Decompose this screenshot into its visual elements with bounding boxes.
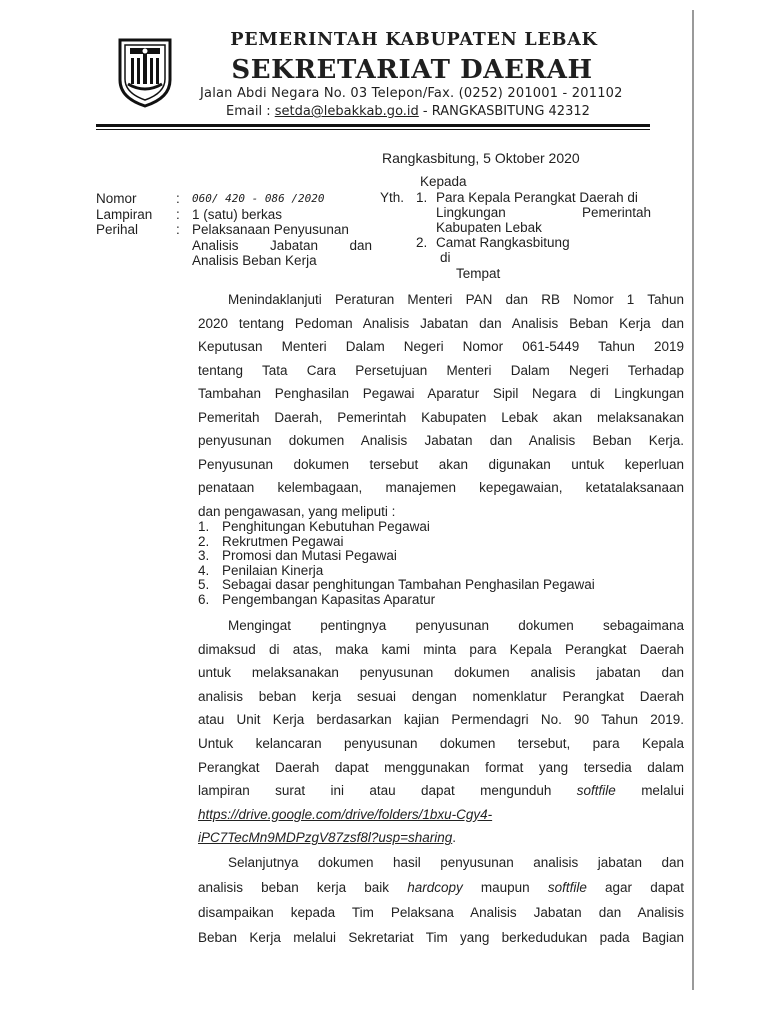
text-run: analisis beban kerja baik: [198, 880, 390, 895]
perihal-word: Analisis: [192, 238, 239, 253]
link-period: .: [452, 830, 457, 846]
purpose-list: [198, 520, 595, 607]
paragraph-line: atau Unit Kerja berdasarkan kajian Permendagri No. 90 Tahun 2019.: [198, 712, 684, 728]
paragraph-line: Pemeritah Daerah, Pemerintah Kabupaten Lebak akan melaksanakan: [198, 409, 684, 425]
paragraph-line: penataan kelembagaan, manajemen kepegawaian, ketatalaksanaan: [198, 480, 684, 495]
list-number: 5.: [198, 577, 210, 592]
softfile-term: softfile: [576, 783, 616, 799]
text-run: agar dapat: [605, 880, 684, 895]
recipient-word: Pemerintah: [581, 205, 651, 220]
nomor-value: 060/ 420 - 086 /2020: [192, 192, 325, 205]
perihal-word: Jabatan: [269, 238, 319, 253]
list-number: 1.: [198, 519, 210, 534]
list-number: 3.: [198, 548, 210, 563]
recipient-kepada: Kepada: [420, 174, 467, 189]
recipient-line1: Para Kepala Perangkat Daerah di: [436, 190, 638, 205]
list-text: Pengembangan Kapasitas Aparatur: [222, 591, 436, 607]
paragraph-line: [198, 803, 684, 827]
colon: :: [176, 222, 180, 237]
list-item: [198, 578, 595, 593]
letterhead-rule-thin: [96, 129, 650, 130]
perihal-line1: Pelaksanaan Penyusunan: [192, 222, 349, 237]
letterhead-contact: [226, 104, 646, 119]
list-number: 6.: [198, 591, 210, 607]
list-item: [198, 535, 595, 550]
list-number: 4.: [198, 562, 210, 578]
recipient-number-2: 2.: [416, 235, 428, 250]
paragraph-line: dan pengawasan, yang meliputi :: [198, 503, 396, 519]
softfile-term: softfile: [547, 880, 587, 895]
text-run: lampiran surat ini atau dapat mengunduh: [198, 783, 552, 799]
city-postcode: - RANGKASBITUNG 42312: [418, 104, 590, 119]
drive-link-part1[interactable]: https://drive.google.com/drive/folders/1bxu-Cgy4-: [198, 806, 493, 822]
recipient-line2: [436, 205, 651, 220]
letterhead-rule-thick: [96, 124, 650, 127]
recipient-line3: Kabupaten Lebak: [436, 220, 542, 235]
paragraph-line: [198, 826, 684, 850]
list-item: [198, 549, 595, 564]
colon: :: [176, 207, 180, 222]
perihal-line3: Analisis Beban Kerja: [192, 253, 317, 268]
letterhead-address: Jalan Abdi Negara No. 03 Telepon/Fax. (0252) 201001 - 201102: [200, 86, 623, 101]
list-text: Penilaian Kinerja: [222, 562, 324, 578]
paragraph-3: [198, 850, 684, 950]
recipient-di: di: [440, 250, 451, 265]
list-text: Penghitungan Kebutuhan Pegawai: [222, 519, 430, 534]
email-prefix: Email :: [226, 104, 275, 119]
letterhead-government: PEMERINTAH KABUPATEN LEBAK: [230, 30, 598, 50]
paragraph-line: Perangkat Daerah dapat menggunakan format yang tersedia dalam: [198, 759, 684, 775]
perihal-word: dan: [349, 238, 372, 253]
letter-date: Rangkasbitung, 5 Oktober 2020: [382, 150, 580, 166]
paragraph-line: disampaikan kepada Tim Pelaksana Analisis Jabatan dan Analisis: [198, 905, 684, 920]
list-number: 2.: [198, 533, 210, 549]
recipient-number-1: 1.: [416, 190, 428, 205]
lampiran-value: 1 (satu) berkas: [192, 207, 283, 222]
paragraph-line: penyusunan dokumen Analisis Jabatan dan Analisis Beban Kerja.: [198, 433, 684, 448]
drive-link-part2[interactable]: iPC7TecMn9MDPzgV87zsf8l?usp=sharing: [198, 830, 453, 846]
recipient-tempat: Tempat: [456, 266, 501, 281]
list-item: [198, 593, 595, 608]
list-text: Rekrutmen Pegawai: [222, 533, 344, 549]
text-run: melalui: [641, 783, 684, 799]
list-item: [198, 520, 595, 535]
paragraph-line: Penyusunan dokumen tersebut akan digunakan untuk keperluan: [198, 456, 684, 472]
paragraph-line: Selanjutnya dokumen hasil penyusunan analisis jabatan dan: [228, 855, 684, 870]
list-text: Promosi dan Mutasi Pegawai: [222, 548, 397, 563]
list-text: Sebagai dasar penghitungan Tambahan Penghasilan Pegawai: [222, 577, 595, 592]
paragraph-line: Untuk kelancaran penyusunan dokumen tersebut, para Kepala: [198, 735, 684, 751]
recipient-word: Lingkungan: [436, 205, 506, 220]
list-item: [198, 564, 595, 579]
text-run: maupun: [480, 880, 530, 895]
paragraph-line: Tambahan Penghasilan Pegawai Aparatur Sipil Negara di Lingkungan: [198, 386, 684, 401]
recipient-line4: Camat Rangkasbitung: [436, 235, 570, 250]
page-edge-shadow: [692, 10, 694, 990]
paragraph-line: untuk melaksanakan penyusunan dokumen analisis jabatan dan: [198, 665, 684, 681]
hardcopy-term: hardcopy: [407, 880, 463, 895]
paragraph-line: Mengingat pentingnya penyusunan dokumen sebagaimana: [228, 618, 684, 633]
perihal-label: Perihal: [96, 222, 139, 237]
perihal-line2: [192, 238, 372, 253]
paragraph-line: [198, 875, 684, 900]
nomor-label: Nomor: [96, 191, 137, 206]
paragraph-line: Beban Kerja melalui Sekretariat Tim yang berkedudukan pada Bagian: [198, 930, 684, 945]
paragraph-line: [198, 779, 684, 803]
colon: :: [176, 191, 180, 206]
lampiran-label: Lampiran: [96, 207, 153, 222]
paragraph-line: 2020 tentang Pedoman Analisis Jabatan dan Analisis Beban Kerja dan: [198, 315, 684, 331]
email-link[interactable]: setda@lebakkab.go.id: [274, 104, 419, 119]
recipient-yth: Yth.: [380, 190, 405, 205]
letterhead-office: SEKRETARIAT DAERAH: [231, 55, 593, 85]
paragraph-2: [198, 614, 684, 850]
paragraph-line: Menindaklanjuti Peraturan Menteri PAN dan RB Nomor 1 Tahun: [228, 292, 684, 307]
paragraph-line: Keputusan Menteri Dalam Negeri Nomor 061-5449 Tahun 2019: [198, 339, 684, 354]
paragraph-line: analisis beban kerja sesuai dengan nomenklatur Perangkat Daerah: [198, 688, 684, 704]
paragraph-line: tentang Tata Cara Persetujuan Menteri Dalam Negeri Terhadap: [198, 362, 684, 378]
paragraph-line: dimaksud di atas, maka kami minta para Kepala Perangkat Daerah: [198, 641, 684, 657]
paragraph-1: [198, 288, 684, 523]
